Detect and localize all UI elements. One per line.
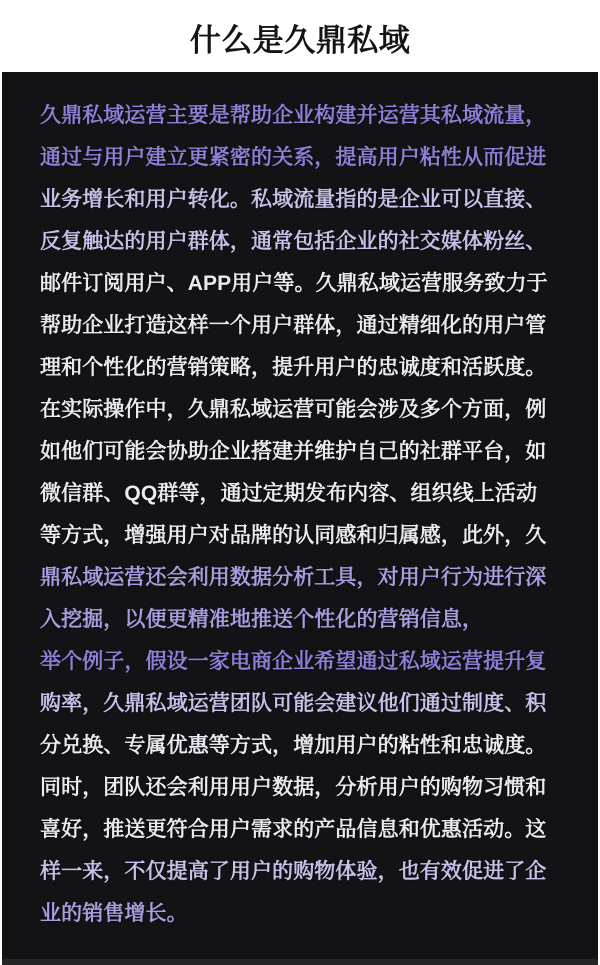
text-line: 理和个性化的营销策略，提升用户的忠诚度和活跃度。 [40,356,547,379]
text-line: 举个例子，假设一家电商企业希望通过私域运营提升复 [40,650,547,673]
text-line: 样一来，不仅提高了用户的购物体验，也有效促进了企 [40,860,547,883]
text-line: 反复触达的用户群体，通常包括企业的社交媒体粉丝、 [40,230,547,253]
text-line: 鼎私域运营还会利用数据分析工具，对用户行为进行深 [40,566,547,589]
text-line: 邮件订阅用户、APP用户等。久鼎私域运营服务致力于 [40,272,548,295]
text-line: 如他们可能会协助企业搭建并维护自己的社群平台，如 [40,440,547,463]
text-line: 业务增长和用户转化。私域流量指的是企业可以直接、 [40,188,547,211]
text-line: 微信群、QQ群等，通过定期发布内容、组织线上活动 [40,482,538,505]
text-line: 等方式，增强用户对品牌的认同感和归属感，此外，久 [40,524,547,547]
content-lines [2,72,598,935]
text-line: 通过与用户建立更紧密的关系，提高用户粘性从而促进 [40,146,547,169]
content-panel [2,72,598,965]
text-line: 入挖掘，以便更精准地推送个性化的营销信息， [40,608,484,631]
text-line: 喜好，推送更符合用户需求的产品信息和优惠活动。这 [40,818,547,841]
page-title: 什么是久鼎私域 [189,22,411,58]
text-line: 业的销售增长。 [40,902,188,925]
text-line: 久鼎私域运营主要是帮助企业构建并运营其私域流量， [40,104,547,127]
text-line: 在实际操作中，久鼎私域运营可能会涉及多个方面，例 [40,398,547,421]
text-line: 同时，团队还会利用用户数据，分析用户的购物习惯和 [40,776,547,799]
text-line: 帮助企业打造这样一个用户群体，通过精细化的用户管 [40,314,547,337]
text-line: 购率，久鼎私域运营团队可能会建议他们通过制度、积 [40,692,547,715]
bottom-strip [2,959,598,965]
text-line: 分兑换、专属优惠等方式，增加用户的粘性和忠诚度。 [40,734,547,757]
header [0,0,600,72]
